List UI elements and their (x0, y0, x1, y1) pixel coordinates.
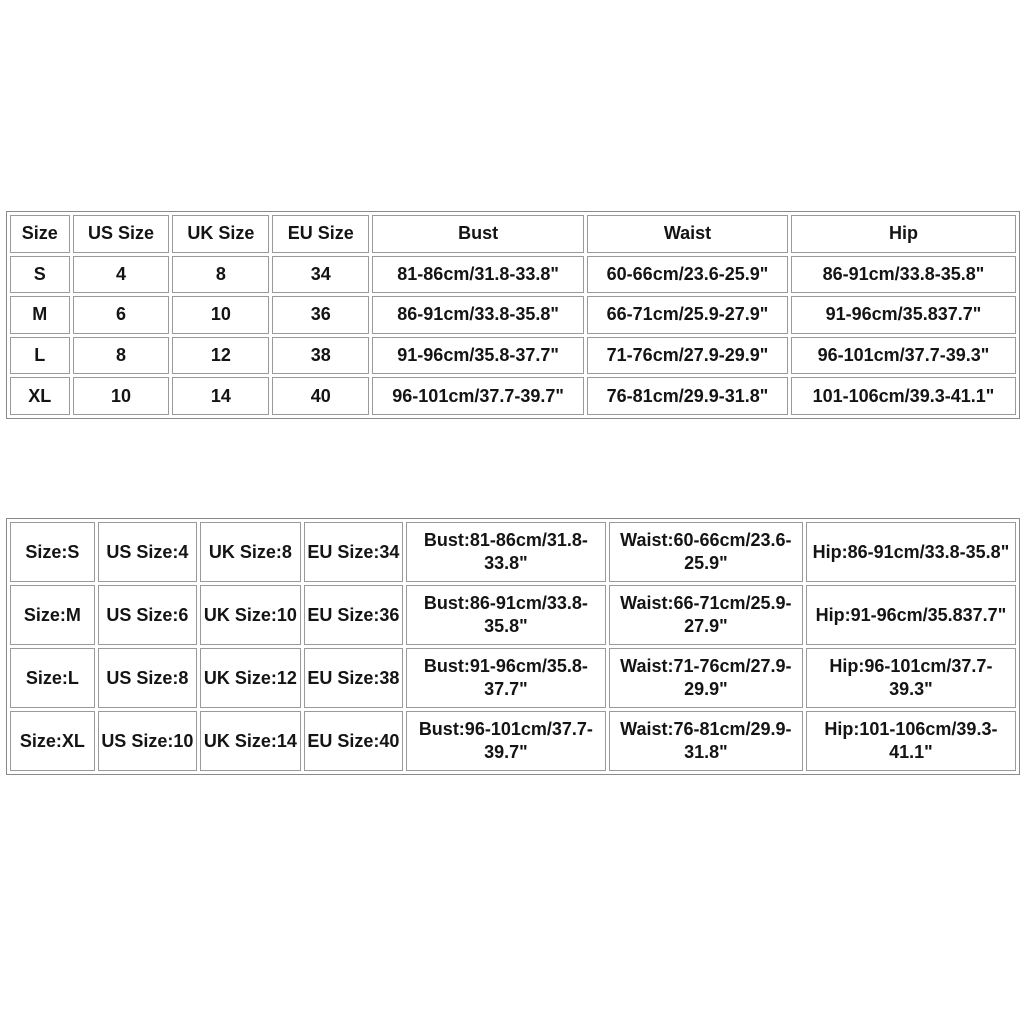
table-row (10, 522, 1016, 582)
cell-uk-size: 14 (172, 377, 269, 415)
cell-eu-size: 38 (272, 337, 369, 375)
cell-size: Size:S (10, 522, 95, 582)
cell-waist: Waist:60-66cm/23.6-25.9" (609, 522, 803, 582)
cell-waist: 66-71cm/25.9-27.9" (587, 296, 788, 334)
cell-uk-size: UK Size:12 (200, 648, 301, 708)
cell-eu-size: 34 (272, 256, 369, 294)
cell-size: XL (10, 377, 70, 415)
header-cell-waist: Waist (587, 215, 788, 253)
table-row (10, 648, 1016, 708)
cell-eu-size: EU Size:38 (304, 648, 403, 708)
header-cell-bust: Bust (372, 215, 584, 253)
cell-us-size: 8 (73, 337, 170, 375)
cell-hip: Hip:96-101cm/37.7-39.3" (806, 648, 1016, 708)
table-row (10, 296, 1016, 334)
cell-bust: Bust:91-96cm/35.8-37.7" (406, 648, 606, 708)
cell-us-size: 6 (73, 296, 170, 334)
cell-uk-size: 12 (172, 337, 269, 375)
cell-eu-size: EU Size:40 (304, 711, 403, 771)
cell-size: L (10, 337, 70, 375)
cell-eu-size: 40 (272, 377, 369, 415)
cell-waist: 60-66cm/23.6-25.9" (587, 256, 788, 294)
table-row (10, 337, 1016, 375)
cell-eu-size: EU Size:36 (304, 585, 403, 645)
cell-us-size: US Size:8 (98, 648, 197, 708)
size-chart-table-compact (6, 211, 1020, 419)
cell-hip: 101-106cm/39.3-41.1" (791, 377, 1016, 415)
cell-waist: 76-81cm/29.9-31.8" (587, 377, 788, 415)
cell-size: Size:XL (10, 711, 95, 771)
cell-hip: Hip:101-106cm/39.3-41.1" (806, 711, 1016, 771)
cell-uk-size: 8 (172, 256, 269, 294)
cell-bust: 86-91cm/33.8-35.8" (372, 296, 584, 334)
cell-uk-size: UK Size:14 (200, 711, 301, 771)
cell-hip: 91-96cm/35.837.7" (791, 296, 1016, 334)
cell-uk-size: UK Size:8 (200, 522, 301, 582)
cell-waist: 71-76cm/27.9-29.9" (587, 337, 788, 375)
cell-us-size: US Size:10 (98, 711, 197, 771)
cell-us-size: 4 (73, 256, 170, 294)
cell-bust: 91-96cm/35.8-37.7" (372, 337, 584, 375)
cell-size: M (10, 296, 70, 334)
header-cell-hip: Hip (791, 215, 1016, 253)
cell-uk-size: UK Size:10 (200, 585, 301, 645)
cell-hip: 86-91cm/33.8-35.8" (791, 256, 1016, 294)
cell-us-size: 10 (73, 377, 170, 415)
cell-size: Size:M (10, 585, 95, 645)
cell-bust: Bust:86-91cm/33.8-35.8" (406, 585, 606, 645)
size-chart-table-labeled (6, 518, 1020, 775)
cell-size: Size:L (10, 648, 95, 708)
cell-us-size: US Size:6 (98, 585, 197, 645)
table-row (10, 711, 1016, 771)
header-cell-size: Size (10, 215, 70, 253)
header-cell-us-size: US Size (73, 215, 170, 253)
cell-waist: Waist:66-71cm/25.9-27.9" (609, 585, 803, 645)
cell-hip: 96-101cm/37.7-39.3" (791, 337, 1016, 375)
cell-uk-size: 10 (172, 296, 269, 334)
cell-bust: Bust:96-101cm/37.7-39.7" (406, 711, 606, 771)
cell-eu-size: EU Size:34 (304, 522, 403, 582)
cell-hip: Hip:91-96cm/35.837.7" (806, 585, 1016, 645)
cell-size: S (10, 256, 70, 294)
cell-waist: Waist:76-81cm/29.9-31.8" (609, 711, 803, 771)
header-cell-uk-size: UK Size (172, 215, 269, 253)
table-row (10, 377, 1016, 415)
cell-eu-size: 36 (272, 296, 369, 334)
header-cell-eu-size: EU Size (272, 215, 369, 253)
cell-us-size: US Size:4 (98, 522, 197, 582)
cell-bust: 96-101cm/37.7-39.7" (372, 377, 584, 415)
cell-hip: Hip:86-91cm/33.8-35.8" (806, 522, 1016, 582)
cell-bust: 81-86cm/31.8-33.8" (372, 256, 584, 294)
table-header-row (10, 215, 1016, 253)
cell-bust: Bust:81-86cm/31.8-33.8" (406, 522, 606, 582)
table-row (10, 256, 1016, 294)
table-row (10, 585, 1016, 645)
cell-waist: Waist:71-76cm/27.9-29.9" (609, 648, 803, 708)
